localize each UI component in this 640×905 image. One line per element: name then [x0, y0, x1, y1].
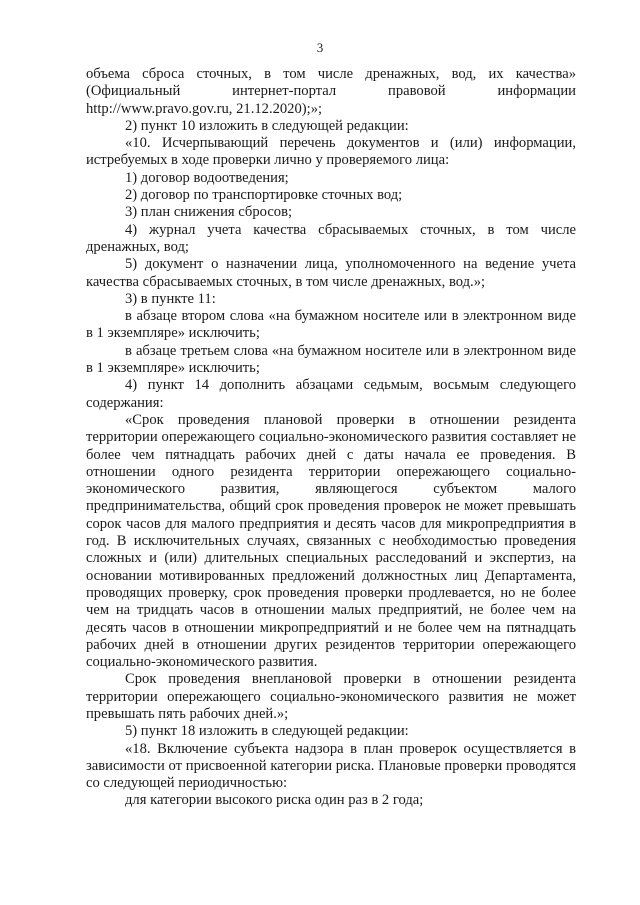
paragraph-high-risk: для категории высокого риска один раз в 2 года; — [125, 792, 424, 809]
document-body — [86, 66, 576, 810]
list-item-4: 4) журнал учета качества сбрасываемых сточных, в том числе дренажных, вод; — [86, 221, 576, 255]
list-item-1: 1) договор водоотведения; — [125, 169, 289, 186]
list-item-5: 5) документ о назначении лица, уполномоченного на ведение учета качества сбрасываемых сточных, в том числе дренажных, вод.»; — [86, 256, 576, 290]
paragraph-item-3: 3) в пункте 11: — [125, 290, 216, 307]
paragraph-planned-inspection: «Срок проведения плановой проверки в отношении резидента территории опережающего социально-экономического развития составляет не более чем пятнадцать рабочих дней с даты начала ее проведения. В отношении одного резидента территории опережающего социально-экономического развития, являющегося субъектом малого предпринимательства, общий срок проведения проверок не может превышать сорок часов для малого предприятия и десять часов для микропредприятия в год. В исключительных случаях, связанных с необходимостью проведения сложных и (или) длительных специальных расследований и экспертиз, на основании мотивированных предложений должностных лиц Департамента, проводящих проверку, срок проведения проверки продлевается, но не более чем на тридцать часов в отношении малых предприятий, не более чем на десять часов в отношении микропредприятий и не более чем на пятнадцать рабочих дней в отношении других резидентов территории опережающего социально-экономического развития. — [86, 411, 576, 671]
paragraph-abzac-3: в абзаце третьем слова «на бумажном носителе или в электронном виде в 1 экземпляре» исключить; — [86, 342, 576, 377]
list-item-3: 3) план снижения сбросов; — [125, 204, 293, 221]
list-item-2: 2) договор по транспортировке сточных вод; — [125, 187, 403, 204]
paragraph-abzac-2: в абзаце втором слова «на бумажном носителе или в электронном виде в 1 экземпляре» исключить; — [86, 308, 576, 342]
paragraph-continuation: объема сброса сточных, в том числе дренажных, вод, их качества» (Официальный интернет-портал правовой информации http://www.pravo.gov.ru, 21.12.2020);»; — [86, 66, 576, 117]
paragraph-clause-18: «18. Включение субъекта надзора в план проверок осуществляется в зависимости от присвоенной категории риска. Плановые проверки проводятся со следующей периодичностью: — [86, 740, 576, 792]
paragraph-item-4: 4) пункт 14 дополнить абзацами седьмым, восьмым следующего содержания: — [86, 377, 576, 411]
paragraph-item-5: 5) пункт 18 изложить в следующей редакции: — [125, 723, 409, 740]
paragraph-unplanned-inspection: Срок проведения внеплановой проверки в отношении резидента территории опережающего социально-экономического развития не может превышать пять рабочих дней.»; — [86, 671, 576, 722]
paragraph-item-2: 2) пункт 10 изложить в следующей редакции: — [125, 117, 409, 134]
paragraph-clause-10: «10. Исчерпывающий перечень документов и (или) информации, истребуемых в ходе проверки лично у проверяемого лица: — [86, 135, 576, 169]
page-number: 3 — [316, 40, 324, 55]
